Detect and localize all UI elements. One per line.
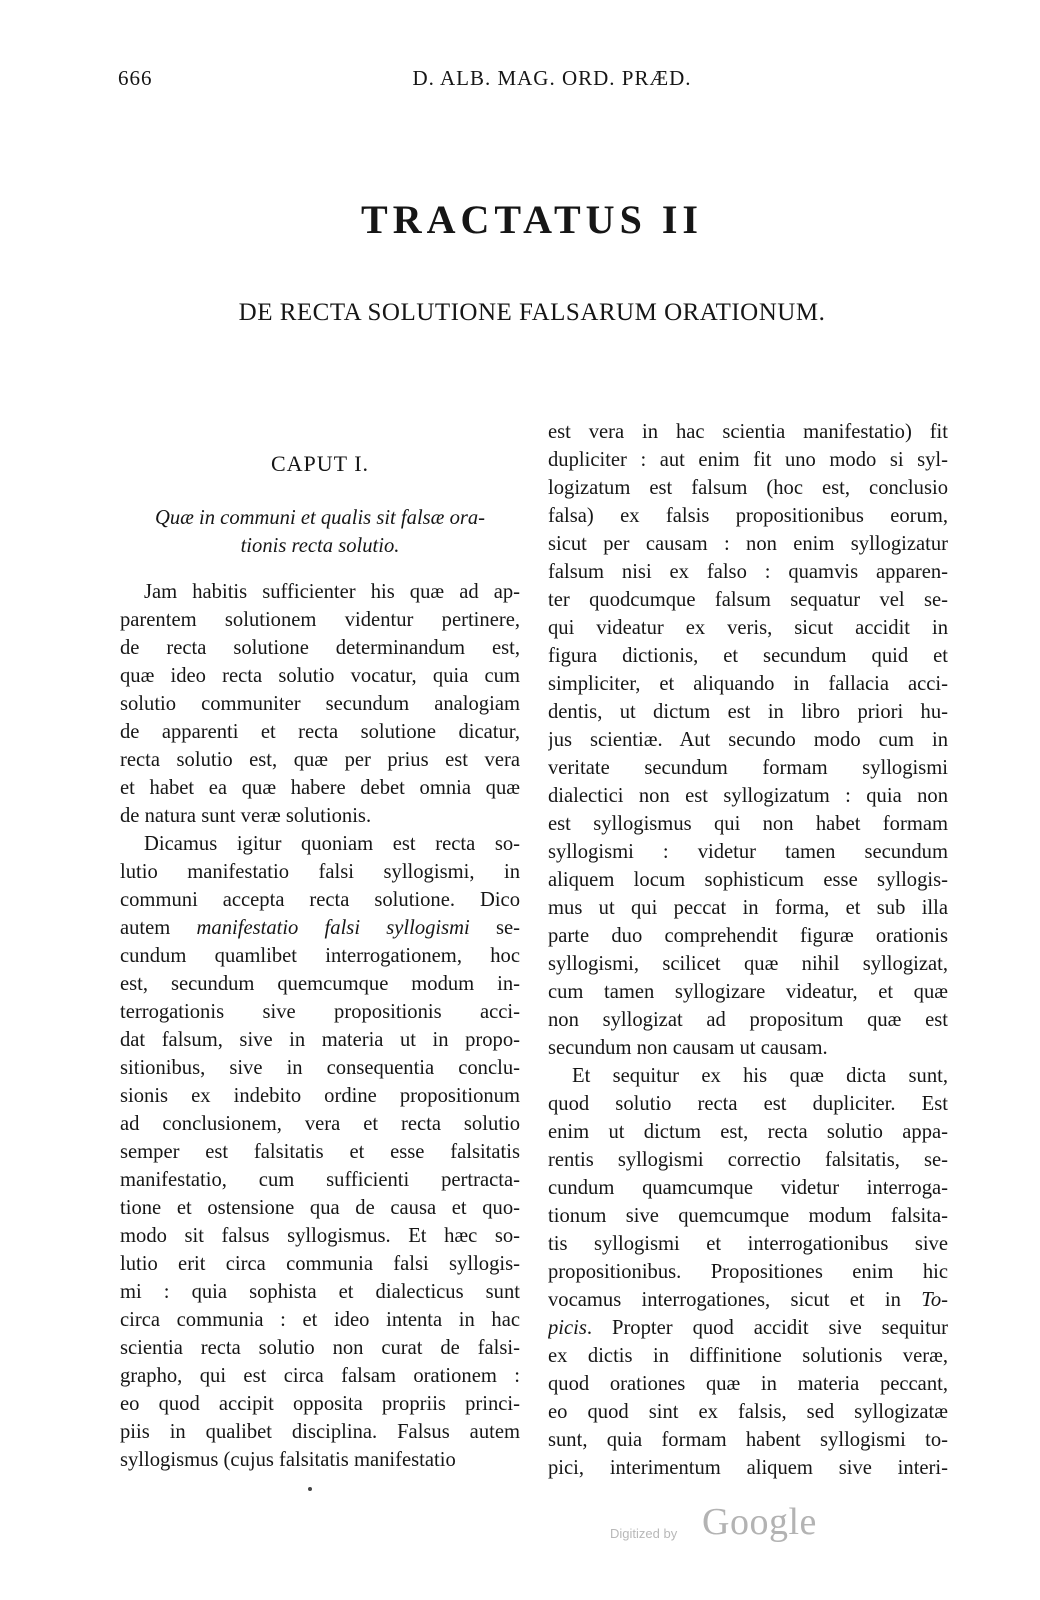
text-line: est syllogismus qui non habet formam (548, 813, 948, 835)
text-line: parentem solutionem videntur pertinere, (120, 609, 520, 631)
text-line: cundum quamlibet interrogationem, hoc (120, 945, 520, 967)
right-column (548, 418, 948, 1482)
chapter-heading: CAPUT I. (270, 451, 370, 476)
left-column-text (120, 578, 520, 1474)
text-line: enim ut dictum est, recta solutio appa- (548, 1121, 948, 1143)
watermark-logo-text: Google (702, 1501, 817, 1543)
text-line: et habet ea quæ habere debet omnia quæ (120, 777, 520, 799)
text-line: tionum sive quemcumque modum falsita- (548, 1205, 948, 1227)
running-title: D. ALB. MAG. ORD. PRÆD. (412, 66, 692, 90)
text-line: modo sit falsus syllogismus. Et hæc so- (120, 1225, 520, 1247)
text-line: rentis syllogismi correctio falsitatis, se- (548, 1149, 948, 1171)
text-line: est, secundum quemcumque modum in- (120, 973, 520, 995)
text-line: terrogationis sive propositionis acci- (120, 1001, 520, 1023)
text-line: est vera in hac scientia manifestatio) fit (548, 421, 948, 443)
text-line: parte duo comprehendit figuræ orationis (548, 925, 948, 947)
text-line: eo quod accipit opposita propriis princi- (120, 1393, 520, 1415)
treatise-title: TRACTATUS II (361, 197, 703, 242)
text-line: ter quodcumque falsum sequatur vel se- (548, 589, 948, 611)
treatise-subtitle: DE RECTA SOLUTIONE FALSARUM ORATIONUM. (238, 299, 826, 326)
text-line: syllogismi, scilicet quæ nihil syllogizat, (548, 953, 948, 975)
text-line: Jam habitis sufficienter his quæ ad ap- (144, 581, 520, 603)
text-line: mus ut qui peccat in forma, et sub illa (548, 897, 948, 919)
text-line: piis in qualibet disciplina. Falsus autem (120, 1421, 520, 1443)
text-line: quod orationes quæ in materia peccant, (548, 1373, 948, 1395)
text-line: qui videatur ex veris, sicut accidit in (548, 617, 948, 639)
text-line: dat falsum, sive in materia ut in propo- (120, 1029, 520, 1051)
text-line: de recta solutione determinandum est, (120, 637, 520, 659)
text-line: sunt, quia formam habent syllogismi to- (548, 1429, 948, 1451)
text-line: picis. Propter quod accidit sive sequitur (548, 1317, 948, 1339)
text-line: ad conclusionem, vera et recta solutio (120, 1113, 520, 1135)
text-line: solutio communiter secundum analogiam (120, 693, 520, 715)
text-line: cum tamen syllogizare videatur, et quæ (548, 981, 948, 1003)
text-line: de apparenti et recta solutione dicatur, (120, 721, 520, 743)
text-line: figura dictionis, et secundum quid et (548, 645, 948, 667)
text-line: manifestatio, cum sufficienti pertracta- (120, 1169, 520, 1191)
text-line: falsum nisi ex falso : quamvis apparen- (548, 561, 948, 583)
text-line: recta solutio est, quæ per prius est vera (120, 749, 520, 771)
text-line: quod solutio recta est dupliciter. Est (548, 1093, 948, 1115)
text-line: propositionibus. Propositiones enim hic (548, 1261, 948, 1283)
text-line: cundum quamcumque videtur interroga- (548, 1177, 948, 1199)
text-line: falsa) ex falsis propositionibus eorum, (548, 505, 948, 527)
chapter-summary-line: Quæ in communi et qualis sit falsæ ora- (154, 507, 486, 529)
text-line: dentis, ut dictum est in libro priori hu- (548, 701, 948, 723)
text-line: de natura sunt veræ solutionis. (120, 805, 372, 827)
text-line: jus scientiæ. Aut secundo modo cum in (548, 729, 948, 751)
emphasized-word: picis (548, 1317, 587, 1339)
text-line: non syllogizat ad propositum quæ est (548, 1009, 948, 1031)
emphasized-phrase: manifestatio falsi syllogismi (196, 917, 470, 939)
text-line: secundum non causam ut causam. (548, 1037, 828, 1059)
text-line: tione et ostensione qua de causa et quo- (120, 1197, 520, 1219)
watermark-small-text: Digitized by (610, 1526, 678, 1541)
text-line: tis syllogismi et interrogationibus sive (548, 1233, 948, 1255)
text-line: vocamus interrogationes, sicut et in To- (548, 1289, 948, 1311)
text-line: grapho, qui est circa falsam orationem : (120, 1365, 520, 1387)
chapter-summary (120, 504, 520, 560)
text-line: sicut per causam : non enim syllogizatur (548, 533, 948, 555)
text-line: sitionibus, sive in consequentia conclu- (120, 1057, 520, 1079)
print-speck (308, 1487, 312, 1491)
text-line: lutio manifestatio falsi syllogismi, in (120, 861, 520, 883)
text-line: lutio erit circa communia falsi syllogis- (120, 1253, 520, 1275)
text-line: autem manifestatio falsi syllogismi se- (120, 917, 520, 939)
text-line: veritate secundum formam syllogismi (548, 757, 948, 779)
digitization-watermark (610, 1500, 840, 1550)
text-line: communi accepta recta solutione. Dico (120, 889, 520, 911)
text-line: ex dictis in diffinitione solutionis veræ, (548, 1345, 948, 1367)
text-line: logizatum est falsum (hoc est, conclusio (548, 477, 948, 499)
text-line: simpliciter, et aliquando in fallacia acci- (548, 673, 948, 695)
text-line: syllogismi : videtur tamen secundum (548, 841, 948, 863)
text-line: eo quod sint ex falsis, sed syllogizatæ (548, 1401, 948, 1423)
text-line: dupliciter : aut enim fit uno modo si syl- (548, 449, 948, 471)
text-line: circa communia : et ideo intenta in hac (120, 1309, 520, 1331)
text-line: scientia recta solutio non curat de falsi- (120, 1337, 520, 1359)
text-line: aliquem locum sophisticum esse syllogis- (548, 869, 948, 891)
text-line: quæ ideo recta solutio vocatur, quia cum (120, 665, 520, 687)
left-column (120, 450, 520, 1474)
right-column-text (548, 418, 948, 1482)
text-line: dialectici non est syllogizatum : quia non (548, 785, 948, 807)
chapter-summary-line: tionis recta solutio. (240, 535, 400, 557)
text-line: sionis ex indebito ordine propositionum (120, 1085, 520, 1107)
running-header (118, 66, 946, 96)
text-line: pici, interimentum aliquem sive interi- (548, 1457, 948, 1479)
text-line: mi : quia sophista et dialecticus sunt (120, 1281, 520, 1303)
emphasized-word: To- (921, 1289, 948, 1311)
text-line: syllogismus (cujus falsitatis manifestatio (120, 1449, 456, 1471)
text-line: semper est falsitatis et esse falsitatis (120, 1141, 520, 1163)
text-line: Dicamus igitur quoniam est recta so- (144, 833, 520, 855)
text-line: Et sequitur ex his quæ dicta sunt, (572, 1065, 948, 1087)
page-number: 666 (118, 66, 153, 90)
